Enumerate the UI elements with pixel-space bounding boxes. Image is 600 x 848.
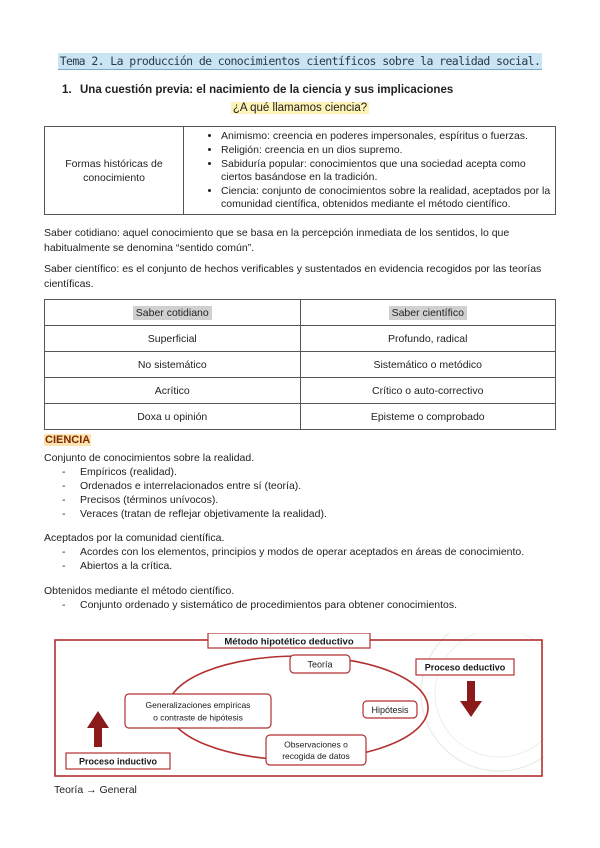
teoria-node: Teoría — [307, 659, 333, 670]
table-row — [45, 326, 556, 352]
column-header: Saber cotidiano — [133, 306, 212, 320]
group-intro: Obtenidos mediante el método científico. — [44, 585, 235, 597]
proceso-inductivo-label: Proceso inductivo — [78, 756, 158, 767]
ciencia-heading: CIENCIA — [45, 434, 91, 446]
proceso-deductivo-label: Proceso deductivo — [424, 662, 506, 673]
table-cell: No sistemático — [45, 352, 301, 378]
group-intro: Conjunto de conocimientos sobre la realidad. — [44, 452, 255, 464]
list-item: • Ciencia: conjunto de conocimientos sobre la realidad, aceptados por la comunidad científica, obtenidos mediante el método científico. — [221, 185, 554, 211]
forms-list — [185, 130, 554, 211]
generalizaciones-line-1: Generalizaciones empíricas — [145, 700, 251, 710]
list-item: - Conjunto ordenado y sistemático de procedimientos para obtener conocimientos. — [62, 598, 457, 612]
table-cell: Superficial — [45, 326, 301, 352]
method-diagram — [54, 633, 544, 778]
hipotesis-node: Hipótesis — [371, 705, 409, 715]
table-cell: Episteme o comprobado — [300, 404, 556, 430]
question-highlight: ¿A qué llamamos ciencia? — [232, 102, 368, 114]
list-item: - Acordes con los elementos, principios y modos de operar aceptados en áreas de conocimiento. — [62, 545, 524, 559]
table-row — [45, 378, 556, 404]
generalizaciones-line-2: o contraste de hipótesis — [153, 712, 243, 723]
list-item: - Empíricos (realidad). — [62, 465, 327, 479]
comparison-table — [44, 299, 556, 430]
column-header: Saber científico — [389, 306, 467, 320]
forms-table — [44, 126, 556, 215]
table-cell: Acrítico — [45, 378, 301, 404]
list-item: - Veraces (tratan de reflejar objetivamente la realidad). — [62, 507, 327, 521]
list-item: - Precisos (términos unívocos). — [62, 493, 327, 507]
table-cell: Sistemático o metódico — [300, 352, 556, 378]
section-heading: 1. Una cuestión previa: el nacimiento de la ciencia y sus implicaciones — [62, 84, 454, 96]
table-header-row — [45, 300, 556, 326]
table-cell: Crítico o auto-correctivo — [300, 378, 556, 404]
table-cell: Doxa u opinión — [45, 404, 301, 430]
ciencia-group-2 — [44, 531, 524, 573]
footer-note: Teoría → General — [54, 784, 137, 796]
list-item: • Animismo: creencia en poderes impersonales, espíritus o fuerzas. — [221, 130, 554, 143]
list-item: • Religión: creencia en un dios supremo. — [221, 144, 554, 157]
ciencia-group-3 — [44, 584, 457, 612]
saber-cotidiano-definition: Saber cotidiano: aquel conocimiento que se basa en la percepción inmediata de los sentidos, lo que habitualmente se denomina “sentido común”. — [44, 227, 510, 254]
ciencia-group-1 — [44, 451, 327, 521]
list-item: - Ordenados e interrelacionados entre sí (teoría). — [62, 479, 327, 493]
observaciones-line-2: recogida de datos — [282, 751, 350, 761]
seal-watermark — [421, 633, 544, 771]
forms-label: Formas históricas de conocimiento — [45, 127, 184, 215]
observaciones-line-1: Observaciones o — [284, 739, 348, 750]
list-item: - Abiertos a la crítica. — [62, 559, 524, 573]
saber-cientifico-definition: Saber científico: es el conjunto de hechos verificables y sustentados en evidencia recogidos por las teorías científicas. — [44, 263, 542, 290]
diagram-title: Método hipotético deductivo — [224, 636, 354, 648]
table-cell: Profundo, radical — [300, 326, 556, 352]
page-title: Tema 2. La producción de conocimientos científicos sobre la realidad social. — [59, 54, 541, 68]
table-row — [45, 404, 556, 430]
list-item: • Sabiduría popular: conocimientos que una sociedad acepta como ciertos basándose en la tradición. — [221, 158, 554, 184]
down-arrow-icon — [460, 681, 482, 717]
group-intro: Aceptados por la comunidad científica. — [44, 532, 225, 544]
table-row — [45, 352, 556, 378]
up-arrow-icon — [87, 711, 109, 747]
